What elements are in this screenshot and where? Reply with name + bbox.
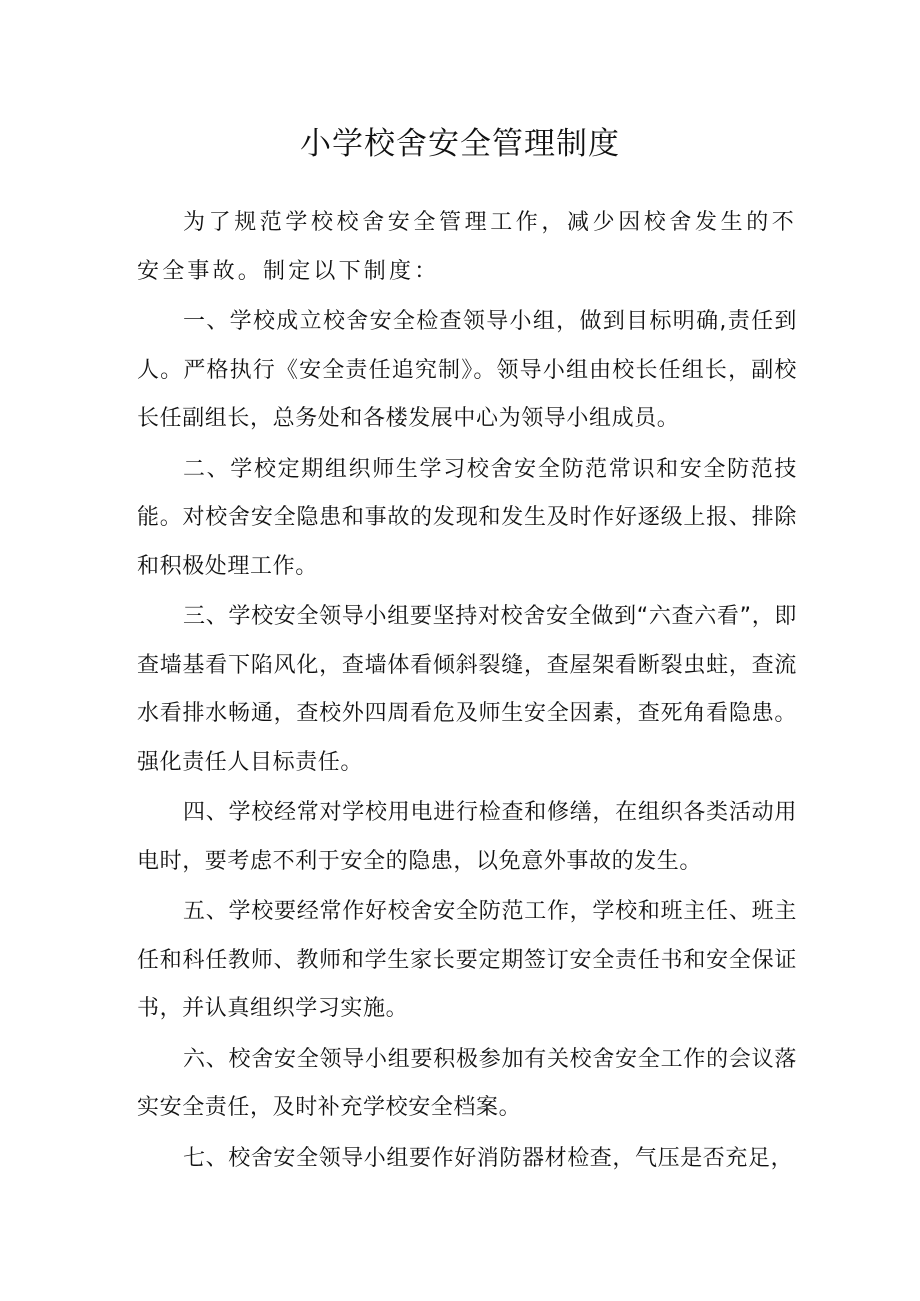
paragraph-item-4: 四、学校经常对学校用电进行检查和修缮，在组织各类活动用电时，要考虑不利于安全的隐患，以免意外事故的发生。 xyxy=(137,800,797,874)
paragraph-intro: 为了规范学校校舍安全管理工作，减少因校舍发生的不安全事故。制定以下制度： xyxy=(137,210,797,284)
paragraph-item-2: 二、学校定期组织师生学习校舍安全防范常识和安全防范技能。对校舍安全隐患和事故的发现和发生及时作好逐级上报、排除和积极处理工作。 xyxy=(137,456,797,579)
paragraph-item-1: 一、学校成立校舍安全检查领导小组，做到目标明确,责任到人。严格执行《安全责任追究制》。领导小组由校长任组长，副校长任副组长，总务处和各楼发展中心为领导小组成员。 xyxy=(137,309,797,431)
paragraph-item-5: 五、学校要经常作好校舍安全防范工作，学校和班主任、班主任和科任教师、教师和学生家长要定期签订安全责任书和安全保证书，并认真组织学习实施。 xyxy=(137,899,797,1021)
document-body xyxy=(137,199,797,1185)
document-title: 小学校舍安全管理制度 xyxy=(300,126,620,162)
paragraph-item-3: 三、学校安全领导小组要坚持对校舍安全做到“六查六看”，即查墙基看下陷风化，查墙体看倾斜裂缝，查屋架看断裂虫蛀，查流水看排水畅通，查校外四周看危及师生安全因素，查死角看隐患。强化责任人目标责任。 xyxy=(137,604,797,775)
paragraph-item-6: 六、校舍安全领导小组要积极参加有关校舍安全工作的会议落实安全责任，及时补充学校安全档案。 xyxy=(137,1046,797,1120)
paragraph-item-7: 七、校舍安全领导小组要作好消防器材检查，气压是否充足， xyxy=(183,1145,794,1171)
